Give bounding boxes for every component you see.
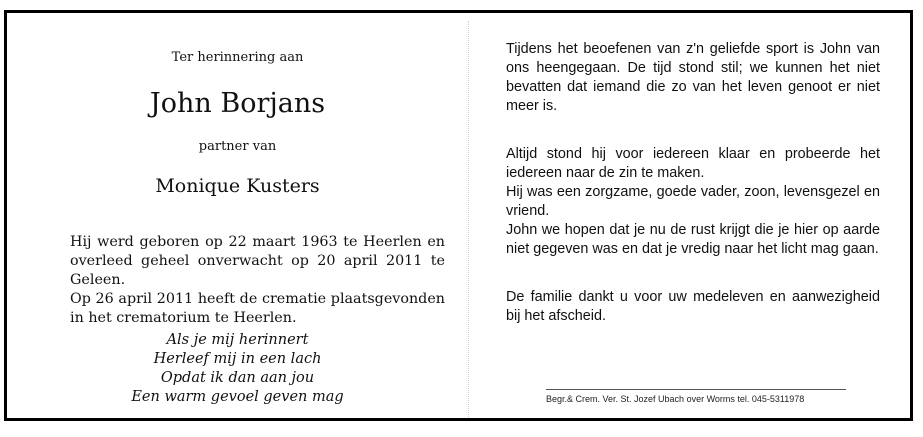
- deceased-name: John Borjans: [149, 88, 326, 119]
- paragraph-text: Tijdens het beoefenen van z'n geliefde sport is John van ons heengegaan. De tijd stond stil; we kunnen het niet bevatten dat iemand die zo van het leven genoot er niet meer is.: [506, 41, 880, 114]
- right-paragraph-3: [506, 288, 880, 326]
- fold-line: [468, 21, 469, 417]
- poem-line: Opdat ik dan aan jou: [160, 370, 315, 386]
- paragraph-text: John we hopen dat je nu de rust krijgt die je hier op aarde niet gegeven was en dat je vredig naar het licht mag gaan.: [506, 222, 880, 257]
- right-paragraph-1: [506, 40, 880, 116]
- partner-label: partner van: [198, 139, 277, 154]
- poem-line: Als je mij herinnert: [166, 332, 309, 348]
- poem-line: Herleef mij in een lach: [153, 351, 322, 367]
- paragraph-text: Altijd stond hij voor iedereen klaar en probeerde het iedereen naar de zin te maken.: [506, 146, 880, 181]
- intro-text: Ter herinnering aan: [171, 50, 304, 65]
- left-panel: [7, 13, 468, 418]
- biography: [70, 233, 445, 328]
- memorial-card: [4, 10, 913, 421]
- paragraph-text: De familie dankt u voor uw medeleven en aanwezigheid bij het afscheid.: [506, 289, 880, 324]
- undertaker-footer: Begr.& Crem. Ver. St. Jozef Ubach over Worms tel. 045-5311978: [546, 394, 805, 404]
- footer-rule: [546, 389, 846, 390]
- poem: [7, 331, 468, 407]
- partner-name: Monique Kusters: [155, 175, 320, 197]
- right-paragraph-2: [506, 145, 880, 259]
- poem-line: Een warm gevoel geven mag: [131, 389, 344, 405]
- paragraph-text: Hij was een zorgzame, goede vader, zoon, levensgezel en vriend.: [506, 184, 880, 219]
- bio-line-cremation: Op 26 april 2011 heeft de crematie plaatsgevonden in het crematorium te Heerlen.: [70, 291, 445, 326]
- bio-line-birth-death: Hij werd geboren op 22 maart 1963 te Heerlen en overleed geheel onverwacht op 20 april 2011 te Geleen.: [70, 234, 445, 288]
